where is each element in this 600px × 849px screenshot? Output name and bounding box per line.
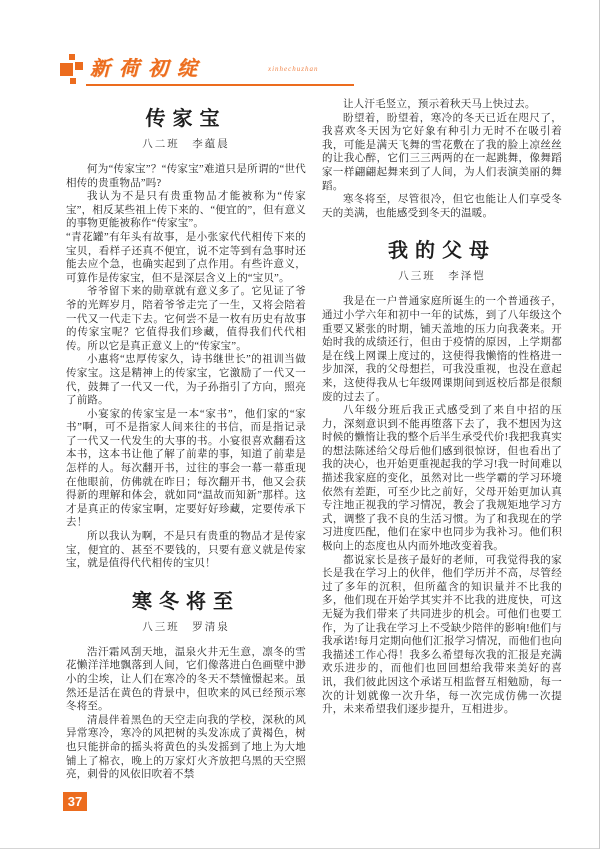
paragraph: 寒冬将至，尽管很冷，但它也能让人们享受冬天的美满，也能感受到冬天的温暖。 [322, 194, 562, 219]
paragraph: 小惠将“忠厚传家久，诗书继世长”的祖训当做传家宝。这是精神上的传家宝，它激励了一代又一代，鼓舞了一代又一代，为子孙指引了方向，照亮了前路。 [66, 354, 306, 407]
right-column [322, 98, 562, 800]
paragraph: “青花罐”有年头有故事，是小张家代代相传下来的宝贝，看样子还真不便宜，说不定等到有急事时还能去应个急，也确实起到了点作用。有些许意义，可算作是传家宝，但不是深层含义上的“宝贝”。 [66, 231, 306, 284]
paragraph: 让人汗毛竖立，预示着秋天马上快过去。 [343, 99, 536, 110]
paragraph: 小宴家的传家宝是一本“家书”，他们家的“家书”啊，可不是指家人间来往的书信，而是指记录了一代又一代发生的大事的书。小宴很喜欢翻看这本书，这本书让他了解了前辈的事，知道了前辈是怎样的人。每次翻开书，过往的事会一幕一幕重现在他眼前，仿佛就在昨日；每次翻开书，他又会获得新的理解和体会，就如同“温故而知新”那样。这才是真正的传家宝啊，定要好好珍藏，定要传承下去！ [66, 408, 306, 529]
left-column [66, 98, 306, 800]
article-columns [66, 98, 562, 800]
brand-subtitle: xinhechuzhan [268, 65, 319, 73]
article-title: 寒冬将至 [132, 590, 240, 613]
article-author: 八二班 李蕴晨 [142, 139, 230, 150]
paragraph: 八年级分班后我正式感受到了来自中招的压力，深刻意识到不能再堕落下去了，我不想因为这时候的懒惰让我的整个后半生承受代价!我把我真实的想法陈述给父母后他们感到很惊讶，但也看出了我的决心，也开始更重视起我的学习!我一时间难以描述我家庭的变化，虽然对比一些学霸的学习环境依然有差距，可至少比之前好，父母开始更加认真专注地正视我的学习情况，教会了我规矩地学习方式，调整了我不良的生活习惯。为了和我现在的学习进度匹配，他们在家中也同步为我补习。他们积极向上的态度也从内而外地改变着我。 [322, 405, 562, 553]
paragraph: 盼望着，盼望着，寒冷的冬天已近在咫尺了，我喜欢冬天因为它好象有种引力无时不在吸引着我，可能是满天飞舞的雪花敷在了我的脸上凉丝丝的让我心醉，它们三三两两的在一起跳舞，像舞蹈家一样翩翩起舞来到了人间，为人们表演美丽的舞蹈。 [322, 112, 562, 192]
page-number-badge: 37 [63, 792, 87, 811]
article-author: 八三班 李泽恺 [398, 271, 486, 283]
paragraph: 何为“传家宝”？“传家宝”难道只是所谓的“世代相传的贵重物品”吗? [66, 164, 306, 189]
paragraph: 爷爷留下来的勋章就有意义多了。它见证了爷爷的光辉岁月，陪着爷爷走完了一生，又将会陪着一代又一代走下去。它何尝不是一枚有历史有故事的传家宝呢？它值得我们珍藏，值得我们代代相传。所以它是真正意义上的“传家宝”。 [66, 286, 306, 352]
brand-squares-icon [60, 54, 84, 84]
paragraph: 清晨伴着黑色的天空走向我的学校，深秋的风异常寒冷，寒冷的风把树的头发冻成了黄褐色，树也只能拼命的摇头将黄色的头发摇到了地上为大地铺上了棉衣，晚上的万家灯火齐放把乌黑的天空照亮，刺骨的风依旧吹着不禁 [66, 714, 306, 781]
paragraph: 所以我认为啊，不是只有贵重的物品才是传家宝，便宜的、甚至不要钱的，只要有意义就是传家宝，就是值得代代相传的宝贝！ [66, 531, 306, 570]
paragraph: 都说家长是孩子最好的老师，可我觉得我的家长是我在学习上的伙伴，他们学历并不高，尽管经过了多年的沉积，但所蕴含的知识量并不比我的多，他们现在开始学其实并不比我的进度快，可这无疑为我们带来了共同进步的机会。可他们也要工作，为了让我在学习上不受缺少陪伴的影响!他们与我承诺!每月定期向他们汇报学习情况，而他们也向我描述工作心得！我多么希望每次我的汇报是充满欢乐进步的，而他们也回回想给我带来美好的喜讯，我们彼此因这个承诺互相监督互相勉励，每一次的计划就像一次升华，每一次完成仿佛一次提升，未来希望我们逐步提升，互相进步。 [322, 554, 562, 716]
paragraph: 我是在一户普通家庭所诞生的一个普通孩子，通过小学六年和初中一年的试炼，到了八年级这个重要又紧张的时期，铺天盖地的压力向我袭来。开始时我的成绩还行，但由于疫情的原因，上学期都是在线上网课上度过的，这使得我懒惰的性格进一步加深，我的父母想拦，可我没重视，也没在意起来，这使得我从七年级网课期间到返校后都是很颓废的过去了。 [322, 296, 562, 403]
article-title: 传家宝 [145, 108, 227, 130]
paragraph: 浩汗霜风刮天地，温泉火井无生意，凛冬的雪花懒洋洋地飘落到人间，它们像落进白色画壁中渺小的尘埃，让人们在寒冷的冬天不禁憧憬起来。虽然还是活在黄色的背景中，但吹来的风已经预示寒冬将至。 [66, 646, 306, 713]
article-author: 八三班 罗清泉 [142, 621, 230, 633]
paragraph: 我认为不是只有贵重物品才能被称为“传家宝”，相反某些祖上传下来的、“便宜的”，但有意义的事物更能被称作“传家宝”。 [66, 191, 306, 230]
brand-underline [86, 84, 354, 86]
article-title: 我的父母 [388, 240, 496, 263]
brand-title: 新荷初绽 [90, 58, 206, 80]
masthead [60, 48, 540, 92]
